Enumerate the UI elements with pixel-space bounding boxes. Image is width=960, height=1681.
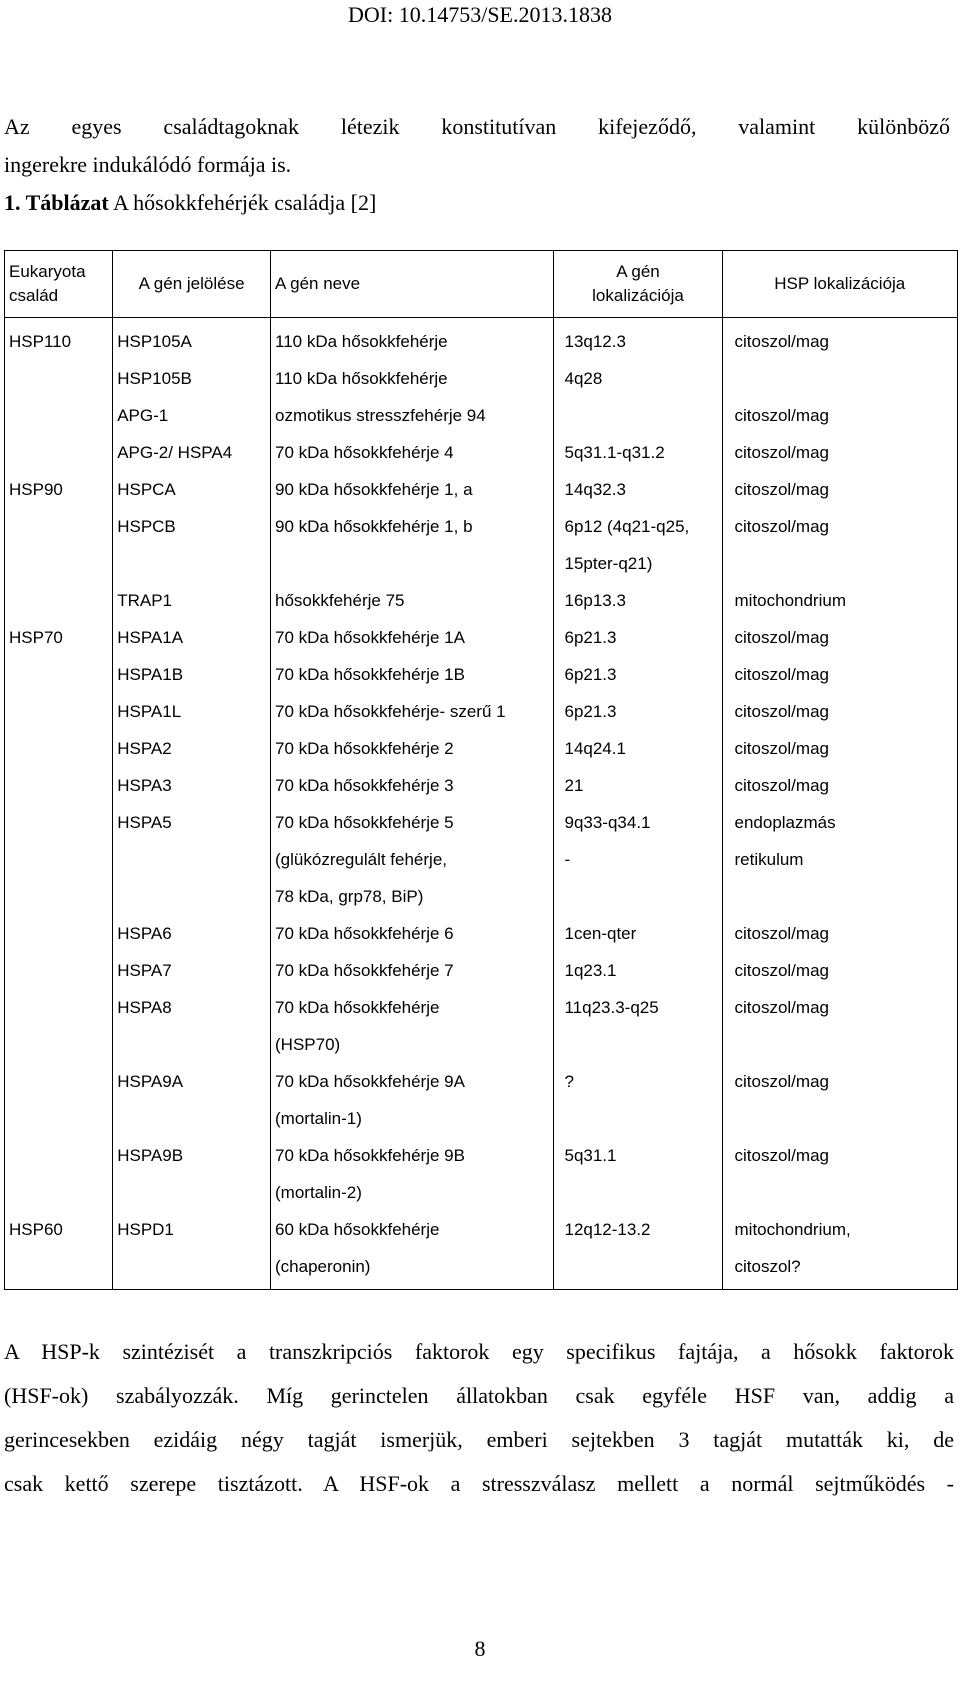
hsp-location-cell: mitochondrium — [722, 582, 958, 619]
gene-symbol-cell: APG-1 — [113, 397, 271, 434]
gene-location-cell: 9q33-q34.1 — [554, 804, 722, 841]
gene-name-cell: 70 kDa hősokkfehérje — [271, 989, 554, 1026]
table-row — [5, 360, 958, 397]
gene-location-cell: 1cen-qter — [554, 915, 722, 952]
family-cell — [5, 952, 113, 989]
header-hsp-location: HSP lokalizációja — [722, 251, 958, 318]
gene-symbol-cell: HSPA6 — [113, 915, 271, 952]
gene-name-cell: 70 kDa hősokkfehérje 1B — [271, 656, 554, 693]
gene-name-cell: (mortalin-2) — [271, 1174, 554, 1211]
table-row — [5, 989, 958, 1026]
gene-symbol-cell: HSPCA — [113, 471, 271, 508]
table-row — [5, 730, 958, 767]
gene-symbol-cell — [113, 1026, 271, 1063]
gene-location-cell — [554, 397, 722, 434]
header-location — [554, 251, 722, 318]
gene-name-cell — [271, 545, 554, 582]
gene-location-cell: 5q31.1-q31.2 — [554, 434, 722, 471]
gene-symbol-cell: HSPA9B — [113, 1137, 271, 1174]
family-cell — [5, 693, 113, 730]
gene-name-cell: 70 kDa hősokkfehérje 9A — [271, 1063, 554, 1100]
table-row — [5, 804, 958, 841]
gene-location-cell: ? — [554, 1063, 722, 1100]
gene-name-cell: hősokkfehérje 75 — [271, 582, 554, 619]
hsp-location-cell: citoszol/mag — [722, 318, 958, 361]
hsp-location-cell: retikulum — [722, 841, 958, 878]
table-row — [5, 915, 958, 952]
hsp-location-cell: mitochondrium, — [722, 1211, 958, 1248]
gene-name-cell: 70 kDa hősokkfehérje 3 — [271, 767, 554, 804]
header-family-line2: család — [9, 286, 59, 305]
family-cell — [5, 1174, 113, 1211]
gene-symbol-cell: HSPCB — [113, 508, 271, 545]
family-cell — [5, 656, 113, 693]
body-line-2: (HSF-ok) szabályozzák. Míg gerinctelen állatokban csak egyféle HSF van, addig a — [4, 1383, 954, 1408]
gene-location-cell: - — [554, 841, 722, 878]
gene-symbol-cell — [113, 545, 271, 582]
table-row — [5, 619, 958, 656]
header-name: A gén neve — [271, 251, 554, 318]
family-cell — [5, 1100, 113, 1137]
table-row — [5, 508, 958, 545]
family-cell — [5, 545, 113, 582]
gene-name-cell: 90 kDa hősokkfehérje 1, b — [271, 508, 554, 545]
family-cell — [5, 1137, 113, 1174]
gene-name-cell: 110 kDa hősokkfehérje — [271, 360, 554, 397]
gene-location-cell: 6p21.3 — [554, 619, 722, 656]
table-row — [5, 434, 958, 471]
gene-name-cell: 60 kDa hősokkfehérje — [271, 1211, 554, 1248]
gene-symbol-cell: HSPA9A — [113, 1063, 271, 1100]
gene-symbol-cell: HSPA1L — [113, 693, 271, 730]
table-row — [5, 545, 958, 582]
hsp-location-cell: citoszol/mag — [722, 730, 958, 767]
table-header-row — [5, 251, 958, 318]
header-family — [5, 251, 113, 318]
table-row — [5, 952, 958, 989]
gene-location-cell — [554, 878, 722, 915]
family-cell — [5, 1026, 113, 1063]
hsp-location-cell — [722, 878, 958, 915]
gene-location-cell: 14q32.3 — [554, 471, 722, 508]
gene-location-cell — [554, 1100, 722, 1137]
hsp-location-cell — [722, 360, 958, 397]
table-caption-label: 1. Táblázat — [4, 190, 109, 215]
family-cell — [5, 878, 113, 915]
gene-symbol-cell: HSPA8 — [113, 989, 271, 1026]
gene-name-cell: 70 kDa hősokkfehérje 2 — [271, 730, 554, 767]
hsp-location-cell: citoszol/mag — [722, 952, 958, 989]
gene-symbol-cell: APG-2/ HSPA4 — [113, 434, 271, 471]
gene-name-cell: 70 kDa hősokkfehérje 4 — [271, 434, 554, 471]
gene-location-cell: 21 — [554, 767, 722, 804]
family-cell — [5, 841, 113, 878]
table-row — [5, 582, 958, 619]
body-paragraph — [4, 1330, 954, 1506]
hsp-location-cell — [722, 1026, 958, 1063]
gene-symbol-cell: HSPA1B — [113, 656, 271, 693]
family-cell — [5, 434, 113, 471]
gene-location-cell — [554, 1026, 722, 1063]
table-caption-text: A hősokkfehérjék családja [2] — [108, 190, 377, 215]
hsp-location-cell: citoszol/mag — [722, 619, 958, 656]
table-row — [5, 1026, 958, 1063]
gene-name-cell: 70 kDa hősokkfehérje 9B — [271, 1137, 554, 1174]
table-row — [5, 767, 958, 804]
gene-symbol-cell: HSPA7 — [113, 952, 271, 989]
gene-symbol-cell: HSPD1 — [113, 1211, 271, 1248]
intro-line-1: Az egyes családtagoknak létezik konstitutívan kifejeződő, valamint különböző — [4, 114, 950, 139]
family-cell — [5, 360, 113, 397]
table-row — [5, 878, 958, 915]
gene-name-cell: 70 kDa hősokkfehérje 6 — [271, 915, 554, 952]
table-row — [5, 1100, 958, 1137]
hsp-location-cell: citoszol/mag — [722, 767, 958, 804]
gene-name-cell: 110 kDa hősokkfehérje — [271, 318, 554, 361]
gene-name-cell: (HSP70) — [271, 1026, 554, 1063]
family-cell — [5, 989, 113, 1026]
gene-location-cell — [554, 1174, 722, 1211]
gene-name-cell: ozmotikus stresszfehérje 94 — [271, 397, 554, 434]
gene-location-cell: 6p21.3 — [554, 656, 722, 693]
gene-name-cell: 70 kDa hősokkfehérje 1A — [271, 619, 554, 656]
hsp-location-cell: citoszol/mag — [722, 434, 958, 471]
gene-symbol-cell: HSPA2 — [113, 730, 271, 767]
table-row — [5, 693, 958, 730]
gene-location-cell — [554, 1248, 722, 1290]
table-row — [5, 318, 958, 361]
gene-location-cell: 6p12 (4q21-q25, — [554, 508, 722, 545]
family-cell — [5, 397, 113, 434]
family-cell — [5, 915, 113, 952]
table-caption — [4, 184, 376, 222]
table-row — [5, 1174, 958, 1211]
body-line-4: csak kettő szerepe tisztázott. A HSF-ok a stresszválasz mellett a normál sejtműködés - — [4, 1471, 954, 1496]
hsp-location-cell: citoszol/mag — [722, 915, 958, 952]
header-symbol: A gén jelölése — [113, 251, 271, 318]
family-cell — [5, 508, 113, 545]
gene-location-cell: 5q31.1 — [554, 1137, 722, 1174]
gene-location-cell: 13q12.3 — [554, 318, 722, 361]
gene-symbol-cell: HSPA1A — [113, 619, 271, 656]
family-cell — [5, 582, 113, 619]
table-row — [5, 841, 958, 878]
gene-symbol-cell: HSP105B — [113, 360, 271, 397]
gene-name-cell: 70 kDa hősokkfehérje 5 — [271, 804, 554, 841]
family-cell: HSP70 — [5, 619, 113, 656]
table-row — [5, 1063, 958, 1100]
gene-symbol-cell — [113, 878, 271, 915]
body-line-3: gerincesekben ezidáig négy tagját ismerjük, emberi sejtekben 3 tagját mutatták ki, de — [4, 1427, 954, 1452]
hsp-location-cell: endoplazmás — [722, 804, 958, 841]
gene-name-cell: 70 kDa hősokkfehérje- szerű 1 — [271, 693, 554, 730]
table-row — [5, 656, 958, 693]
gene-location-cell: 12q12-13.2 — [554, 1211, 722, 1248]
family-cell — [5, 1248, 113, 1290]
gene-symbol-cell — [113, 1248, 271, 1290]
hsp-location-cell — [722, 1100, 958, 1137]
family-cell — [5, 804, 113, 841]
family-cell — [5, 767, 113, 804]
intro-line-2: ingerekre indukálódó formája is. — [4, 152, 292, 177]
body-line-1: A HSP-k szintézisét a transzkripciós faktorok egy specifikus fajtája, a hősokk faktorok — [4, 1339, 954, 1364]
gene-symbol-cell: HSP105A — [113, 318, 271, 361]
gene-location-cell: 15pter-q21) — [554, 545, 722, 582]
gene-name-cell: (glükózregulált fehérje, — [271, 841, 554, 878]
gene-symbol-cell: TRAP1 — [113, 582, 271, 619]
header-location-line2: lokalizációja — [592, 286, 684, 305]
intro-paragraph — [4, 108, 950, 184]
hsp-location-cell: citoszol? — [722, 1248, 958, 1290]
hsp-location-cell: citoszol/mag — [722, 693, 958, 730]
gene-symbol-cell — [113, 841, 271, 878]
gene-location-cell: 16p13.3 — [554, 582, 722, 619]
gene-name-cell: 90 kDa hősokkfehérje 1, a — [271, 471, 554, 508]
table-row — [5, 397, 958, 434]
hsp-location-cell: citoszol/mag — [722, 471, 958, 508]
hsp-location-cell: citoszol/mag — [722, 656, 958, 693]
gene-name-cell: 78 kDa, grp78, BiP) — [271, 878, 554, 915]
gene-name-cell: (mortalin-1) — [271, 1100, 554, 1137]
hsp-location-cell: citoszol/mag — [722, 1063, 958, 1100]
hsp-location-cell — [722, 545, 958, 582]
family-cell: HSP90 — [5, 471, 113, 508]
table-row — [5, 471, 958, 508]
family-cell — [5, 730, 113, 767]
hsp-location-cell: citoszol/mag — [722, 397, 958, 434]
gene-location-cell: 4q28 — [554, 360, 722, 397]
hsp-location-cell — [722, 1174, 958, 1211]
gene-location-cell: 14q24.1 — [554, 730, 722, 767]
gene-symbol-cell — [113, 1100, 271, 1137]
gene-location-cell: 11q23.3-q25 — [554, 989, 722, 1026]
table-row — [5, 1211, 958, 1248]
page-number: 8 — [474, 1636, 486, 1661]
doi-header: DOI: 10.14753/SE.2013.1838 — [348, 2, 612, 27]
table-body — [5, 318, 958, 1290]
hsp-location-cell: citoszol/mag — [722, 1137, 958, 1174]
table-row — [5, 1137, 958, 1174]
family-cell — [5, 1063, 113, 1100]
family-cell: HSP60 — [5, 1211, 113, 1248]
header-family-line1: Eukaryota — [9, 262, 86, 281]
hsp-location-cell: citoszol/mag — [722, 989, 958, 1026]
gene-location-cell: 6p21.3 — [554, 693, 722, 730]
gene-symbol-cell: HSPA3 — [113, 767, 271, 804]
table-row — [5, 1248, 958, 1290]
hsp-family-table — [4, 250, 958, 1290]
header-location-line1: A gén — [616, 262, 660, 281]
gene-symbol-cell: HSPA5 — [113, 804, 271, 841]
hsp-location-cell: citoszol/mag — [722, 508, 958, 545]
gene-symbol-cell — [113, 1174, 271, 1211]
gene-name-cell: 70 kDa hősokkfehérje 7 — [271, 952, 554, 989]
family-cell: HSP110 — [5, 318, 113, 361]
gene-name-cell: (chaperonin) — [271, 1248, 554, 1290]
gene-location-cell: 1q23.1 — [554, 952, 722, 989]
